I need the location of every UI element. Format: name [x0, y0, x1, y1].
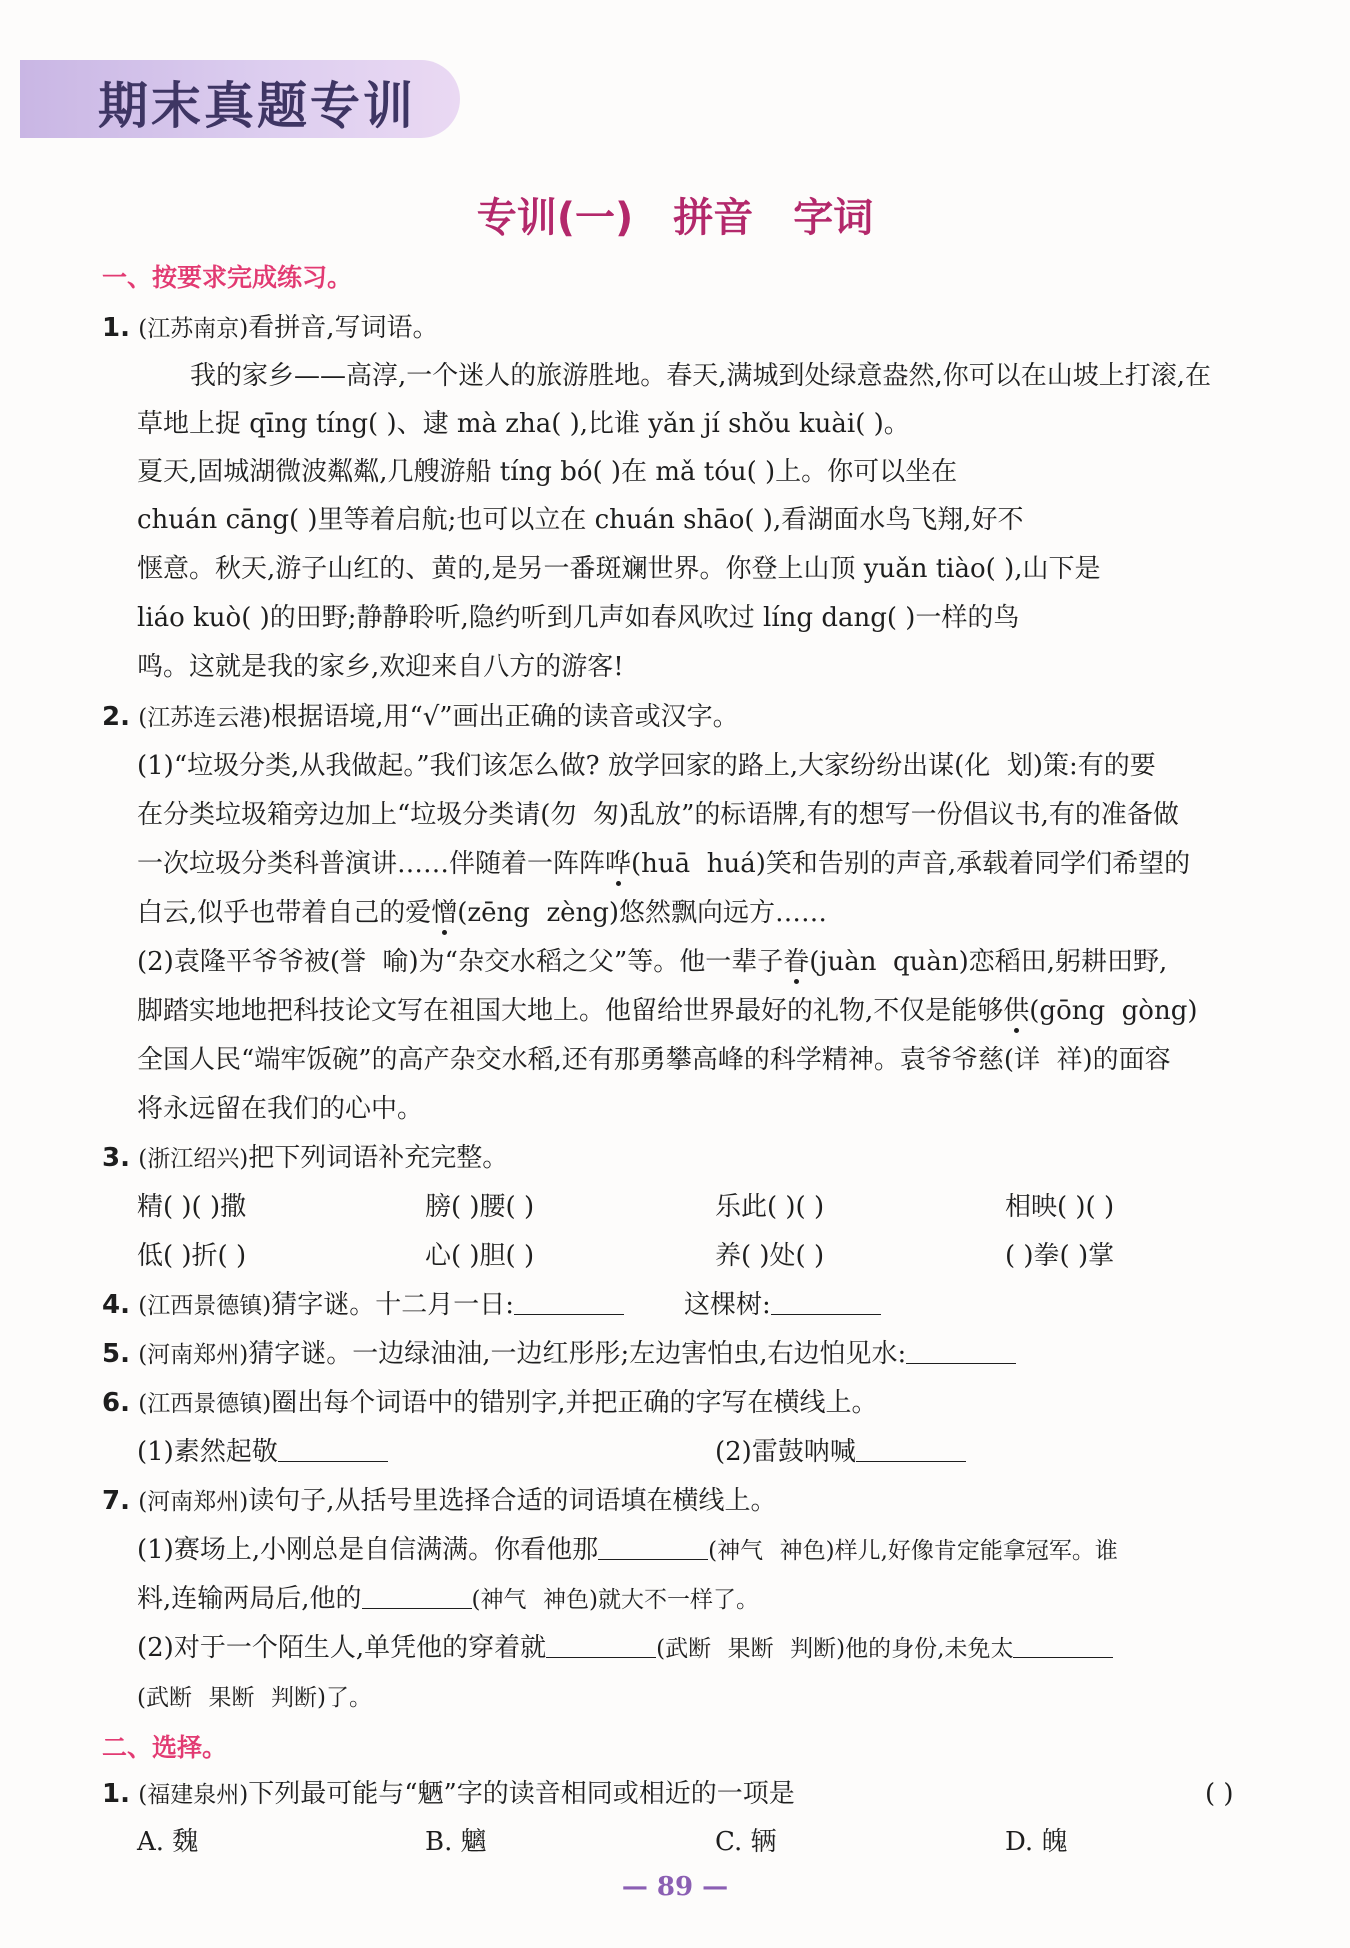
text-span: 在分类垃圾箱旁边加上“垃圾分类请(勿	[137, 800, 577, 830]
question-4	[102, 1287, 881, 1324]
q2-part2-line-2	[137, 993, 1198, 1029]
page-number: — 89 —	[621, 1872, 729, 1902]
text-span: 祥)的面容	[1056, 1045, 1171, 1075]
text-span: 划)策:有的要	[1006, 751, 1156, 781]
question-prompt: 猜字谜。一边绿油油,一边红彤彤;左边害怕虫,右边怕见水:	[248, 1339, 907, 1369]
option-d[interactable]: D. 魄	[1005, 1827, 1068, 1857]
question-number: 2.	[102, 702, 130, 732]
q2-part2-line-3	[137, 1042, 1171, 1078]
option-text: (武断	[137, 1685, 192, 1711]
option-text: (神气	[708, 1538, 764, 1564]
dotted-character: 憎	[431, 898, 458, 928]
question-3-header	[102, 1140, 508, 1177]
answer-line[interactable]	[856, 1439, 966, 1462]
q2-part1-line-1	[137, 748, 1156, 784]
answer-line[interactable]	[546, 1635, 656, 1658]
text-span: 全国人民“端牢饭碗”的高产杂交水稻,还有那勇攀高峰的科学精神。袁爷爷慈(详	[137, 1045, 1040, 1075]
option-c[interactable]: C. 辆	[715, 1827, 777, 1857]
question-2-header	[102, 699, 739, 736]
option-text: 果断	[727, 1636, 774, 1662]
question-number: 1.	[102, 1779, 130, 1809]
option-text: 果断	[208, 1685, 255, 1711]
text-span: huá)笑和告别的声音,承载着同学们希望的	[706, 849, 1191, 879]
q1-line-4: chuán cāng( )里等着启航;也可以立在 chuán shāo( ),看湖面水鸟飞翔,好不	[137, 505, 1024, 535]
option-text: (神气	[471, 1587, 527, 1613]
option-b[interactable]: B. 魑	[425, 1827, 487, 1857]
q6-item-1	[137, 1434, 388, 1470]
text-span: gòng)	[1121, 996, 1198, 1026]
banner-title: 期末真题专训	[98, 77, 416, 135]
idiom-item: 相映( )( )	[1005, 1192, 1115, 1222]
text-span: zèng)悠然飘向远方……	[546, 898, 828, 928]
option-text: 判断)了。	[271, 1685, 373, 1711]
answer-line[interactable]	[514, 1292, 624, 1315]
text-span: (1)“垃圾分类,从我做起。”我们该怎么做? 放学回家的路上,大家纷纷出谋(化	[137, 751, 991, 781]
question-source: (福建泉州)	[138, 1782, 249, 1808]
text-span: 一次垃圾分类科普演讲……伴随着一阵阵	[137, 849, 606, 879]
q2-part2-line-1	[137, 944, 1167, 980]
question-number: 1.	[102, 313, 130, 343]
idiom-item: 膀( )腰( )	[425, 1192, 535, 1222]
q7-part2-line-2	[137, 1679, 372, 1716]
question-prompt: 看拼音,写词语。	[248, 313, 439, 343]
option-text: 神色)就大不一样了。	[543, 1587, 760, 1613]
text-span: quàn)恋稻田,躬耕田野,	[893, 947, 1168, 977]
idiom-item: 低( )折( )	[137, 1241, 247, 1271]
title-part-2: 拼音	[673, 195, 754, 241]
text-span: (juàn	[809, 947, 877, 977]
idiom-item: 心( )胆( )	[425, 1241, 535, 1271]
text-span: 料,连输两局后,他的	[137, 1584, 362, 1614]
q6-item-2	[715, 1434, 966, 1470]
q7-part1-line-2	[137, 1581, 759, 1618]
question-prompt: 圈出每个词语中的错别字,并把正确的字写在横线上。	[271, 1388, 878, 1418]
question-source: (江西景德镇)	[138, 1391, 272, 1417]
idiom-item: ( )拳( )掌	[1005, 1241, 1115, 1271]
answer-line[interactable]	[1013, 1635, 1113, 1658]
idiom-item: 精( )( )撒	[137, 1192, 247, 1222]
mc-question-1	[102, 1776, 795, 1813]
dotted-character: 眷	[783, 947, 810, 977]
q2-part2-line-4: 将永远留在我们的心中。	[137, 1094, 424, 1124]
q2-part1-line-4	[137, 895, 827, 931]
q1-line-2: 草地上捉 qīng tíng( )、逮 mà zha( ),比谁 yǎn jí shǒu kuài( )。	[137, 409, 910, 439]
text-span: (2)袁隆平爷爷被(誉	[137, 947, 366, 977]
q1-line-6: liáo kuò( )的田野;静静聆听,隐约听到几声如春风吹过 líng dang( )一样的鸟	[137, 603, 1020, 633]
question-source: (浙江绍兴)	[138, 1146, 249, 1172]
question-source: (江苏南京)	[138, 316, 249, 342]
q2-part1-line-2	[137, 797, 1179, 833]
question-7-header	[102, 1483, 776, 1520]
answer-line[interactable]	[278, 1439, 388, 1462]
section-heading-2: 二、选择。	[102, 1733, 228, 1762]
question-source: (河南郑州)	[138, 1342, 249, 1368]
question-prompt: 下列最可能与“魉”字的读音相同或相近的一项是	[248, 1779, 795, 1809]
q7-part1-line-1	[137, 1532, 1118, 1569]
question-1-header	[102, 310, 438, 347]
q1-line-5: 惬意。秋天,游子山红的、黄的,是另一番斑斓世界。你登上山顶 yuǎn tiào( ),山下是	[137, 554, 1101, 584]
option-a[interactable]: A. 魏	[137, 1827, 199, 1857]
answer-line[interactable]	[771, 1292, 881, 1315]
q2-part1-line-3	[137, 846, 1190, 882]
text-span: (2)对于一个陌生人,单凭他的穿着就	[137, 1633, 547, 1663]
text-span: 白云,似乎也带着自己的爱	[137, 898, 432, 928]
q7-part2-line-1	[137, 1630, 1113, 1667]
text-span: (gōng	[1029, 996, 1106, 1026]
question-number: 5.	[102, 1339, 130, 1369]
question-prompt: 猜字谜。十二月一日:	[271, 1290, 514, 1320]
question-source: (河南郑州)	[138, 1489, 249, 1515]
answer-bracket[interactable]: ( )	[1205, 1779, 1234, 1809]
section-heading-1: 一、按要求完成练习。	[102, 263, 353, 292]
idiom-item: 乐此( )( )	[715, 1192, 825, 1222]
text-span: 喻)为“杂交水稻之父”等。他一辈子	[382, 947, 784, 977]
text-span: (1)赛场上,小刚总是自信满满。你看他那	[137, 1535, 599, 1565]
question-6-header	[102, 1385, 877, 1422]
option-text: (武断	[656, 1636, 712, 1662]
question-prompt-2: 这棵树:	[683, 1290, 771, 1320]
answer-line[interactable]	[362, 1586, 472, 1609]
title-part-1: 专训(一)	[476, 195, 634, 241]
question-number: 4.	[102, 1290, 130, 1320]
question-prompt: 把下列词语补充完整。	[248, 1143, 509, 1173]
answer-line[interactable]	[906, 1341, 1016, 1364]
q1-line-7: 鸣。这就是我的家乡,欢迎来自八方的游客!	[137, 652, 624, 682]
text-span: (2)雷鼓呐喊	[715, 1437, 856, 1467]
question-source: (江西景德镇)	[138, 1293, 272, 1319]
text-span: 匆)乱放”的标语牌,有的想写一份倡议书,有的准备做	[592, 800, 1179, 830]
dotted-character: 哗	[605, 849, 632, 879]
text-span: (1)素然起敬	[137, 1437, 278, 1467]
question-number: 6.	[102, 1388, 130, 1418]
title-part-3: 字词	[793, 195, 874, 241]
idiom-item: 养( )处( )	[715, 1241, 825, 1271]
question-number: 7.	[102, 1486, 130, 1516]
page-title	[0, 186, 1350, 243]
text-span: (huā	[631, 849, 691, 879]
text-span: (zēng	[457, 898, 530, 928]
text-span: 脚踏实地地把科技论文写在祖国大地上。他留给世界最好的礼物,不仅是能够	[137, 996, 1004, 1026]
question-number: 3.	[102, 1143, 130, 1173]
question-5	[102, 1336, 1016, 1373]
dotted-character: 供	[1003, 996, 1030, 1026]
option-text: 判断)他的身份,未免太	[790, 1636, 1014, 1662]
q1-line-1: 我的家乡——高淳,一个迷人的旅游胜地。春天,满城到处绿意盎然,你可以在山坡上打滚,在	[190, 361, 1212, 391]
question-prompt: 根据语境,用“√”画出正确的读音或汉字。	[271, 702, 739, 732]
answer-line[interactable]	[598, 1537, 708, 1560]
q1-line-3: 夏天,固城湖微波粼粼,几艘游船 tíng bó( )在 mǎ tóu( )上。你可以坐在	[137, 457, 958, 487]
question-prompt: 读句子,从括号里选择合适的词语填在横线上。	[248, 1486, 777, 1516]
question-source: (江苏连云港)	[138, 705, 272, 731]
option-text: 神色)样儿,好像肯定能拿冠军。谁	[779, 1538, 1118, 1564]
